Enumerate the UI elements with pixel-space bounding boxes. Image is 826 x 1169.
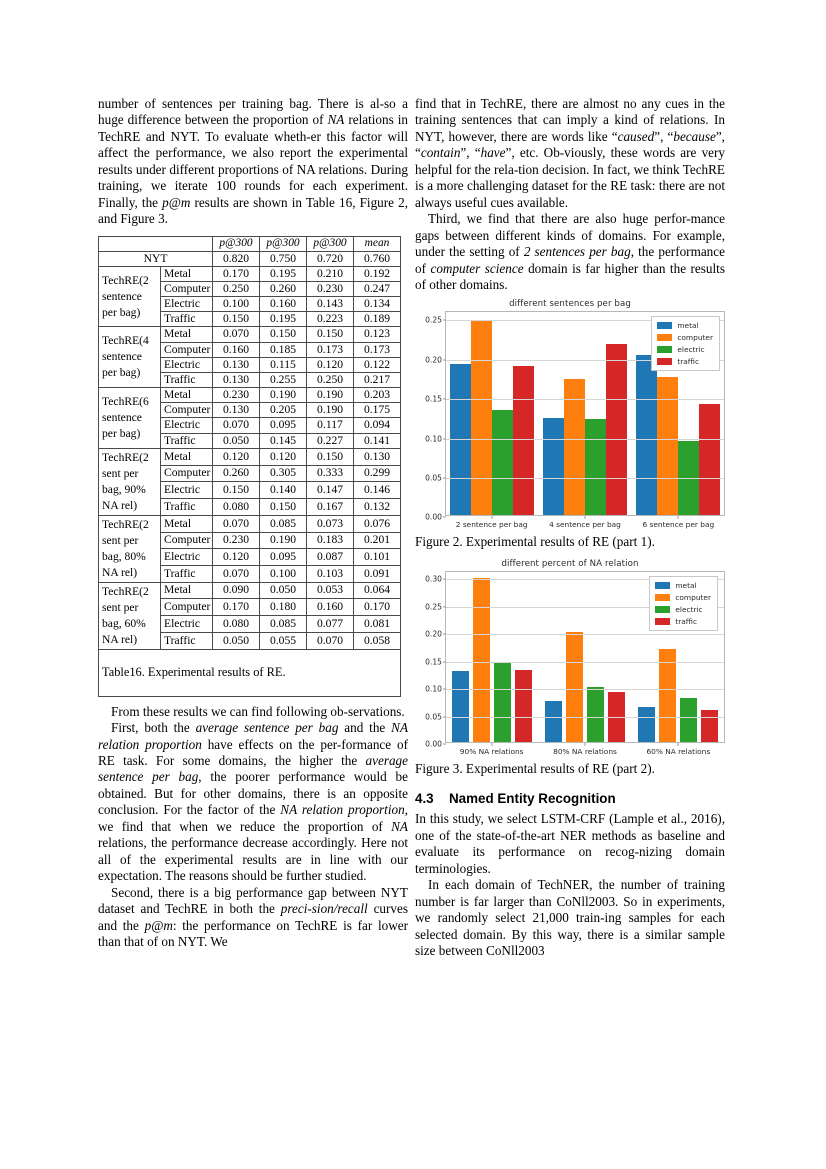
y-axis-tick-label: 0.25 bbox=[425, 602, 442, 612]
cell-value: 0.299 bbox=[354, 465, 401, 482]
legend-label: metal bbox=[675, 581, 697, 591]
row-group-label: TechRE(2 sent per bag, 90% NA rel) bbox=[99, 448, 161, 515]
gridline bbox=[446, 478, 724, 479]
bar-computer bbox=[659, 649, 676, 743]
bar-electric bbox=[587, 687, 604, 743]
x-axis-tick-mark bbox=[491, 516, 492, 519]
cell-value: 0.085 bbox=[260, 616, 307, 633]
cell-value: 0.145 bbox=[260, 433, 307, 448]
domain-label: Metal bbox=[161, 448, 213, 465]
cell-value: 0.095 bbox=[260, 549, 307, 566]
chart-different-sentences-per-bag bbox=[415, 299, 725, 529]
cell-value: 0.050 bbox=[213, 632, 260, 649]
cell-value: 0.230 bbox=[213, 388, 260, 403]
bar-metal bbox=[450, 364, 471, 515]
domain-label: Traffic bbox=[161, 372, 213, 387]
legend-label: traffic bbox=[675, 617, 698, 627]
cell-value: 0.227 bbox=[307, 433, 354, 448]
header-p300-1: p@300 bbox=[213, 236, 260, 251]
paragraph-techner-size: In each domain of TechNER, the number of training number is far larger than CoNll2003. So in experiments, we randomly select 21,000 train-ing samples for each selected domain. By this way, there is a similar sample size between CoNll2003 bbox=[415, 877, 725, 959]
cell-value: 0.130 bbox=[354, 448, 401, 465]
table-header-row bbox=[99, 236, 401, 251]
paragraph-observations: From these results we can find following ob-servations. bbox=[111, 703, 405, 719]
cell-value: 0.101 bbox=[354, 549, 401, 566]
table-footer bbox=[99, 649, 401, 696]
y-axis-tick-label: 0.05 bbox=[425, 712, 442, 722]
bar-computer bbox=[471, 321, 492, 516]
chart-title: different percent of NA relation bbox=[501, 559, 639, 570]
table-caption: Table16. Experimental results of RE. bbox=[99, 649, 401, 696]
cell-value: 0.255 bbox=[260, 372, 307, 387]
section-number: 4.3 bbox=[415, 791, 434, 807]
cell-value: 0.100 bbox=[260, 565, 307, 582]
domain-label: Electric bbox=[161, 616, 213, 633]
domain-label: Computer bbox=[161, 342, 213, 357]
legend-item-computer bbox=[655, 593, 711, 602]
table-row bbox=[99, 327, 401, 342]
cell-value: 0.305 bbox=[260, 465, 307, 482]
y-axis-tick-label: 0.20 bbox=[425, 629, 442, 639]
header-p300-2: p@300 bbox=[260, 236, 307, 251]
cell-value: 0.146 bbox=[354, 482, 401, 499]
legend-label: computer bbox=[677, 333, 713, 343]
cell-value: 0.167 bbox=[307, 499, 354, 516]
legend-item-metal bbox=[655, 581, 711, 590]
cell-value: 0.247 bbox=[354, 281, 401, 296]
cell-value: 0.134 bbox=[354, 297, 401, 312]
y-axis-tick-mark bbox=[443, 438, 446, 439]
y-axis-tick-mark bbox=[443, 634, 446, 635]
cell-value: 0.070 bbox=[307, 632, 354, 649]
cell-value: 0.180 bbox=[260, 599, 307, 616]
cell-value: 0.150 bbox=[307, 448, 354, 465]
x-axis-tick-label: 90% NA relations bbox=[445, 743, 538, 756]
x-axis-tick-mark bbox=[491, 743, 492, 746]
x-axis-tick-mark bbox=[678, 743, 679, 746]
bar-traffic bbox=[699, 404, 720, 515]
bar-metal bbox=[638, 707, 655, 742]
cell-value: 0.190 bbox=[307, 388, 354, 403]
bar-computer bbox=[657, 377, 678, 515]
legend-item-electric bbox=[655, 605, 711, 614]
paragraph-continuation: number of sentences per training bag. There is al-so a huge difference between the proportion of NA relations in TechRE and NYT. To evaluate wheth-er this factor will affect the performance, we also report the experimental results under different proportions of NA relations. During training, we iterate 100 rounds for each experiment. Finally, the p@m results are shown in Table 16, Figure 2, and Figure 3. bbox=[98, 96, 408, 227]
cell-value: 0.073 bbox=[307, 515, 354, 532]
legend-item-metal bbox=[657, 321, 713, 330]
header-p300-3: p@300 bbox=[307, 236, 354, 251]
cell-value: 0.189 bbox=[354, 312, 401, 327]
domain-label: Electric bbox=[161, 549, 213, 566]
cell-value: 0.070 bbox=[213, 418, 260, 433]
y-axis-tick-label: 0.20 bbox=[425, 355, 442, 365]
x-axis-labels bbox=[445, 516, 725, 529]
y-axis-tick-label: 0.15 bbox=[425, 657, 442, 667]
cell-value: 0.175 bbox=[354, 403, 401, 418]
domain-label: Traffic bbox=[161, 565, 213, 582]
cell-value: 0.077 bbox=[307, 616, 354, 633]
cell-value: 0.070 bbox=[213, 565, 260, 582]
cell-value: 0.076 bbox=[354, 515, 401, 532]
cell-value: 0.170 bbox=[213, 266, 260, 281]
cell-value: 0.122 bbox=[354, 357, 401, 372]
cell-value: 0.070 bbox=[213, 327, 260, 342]
gridline bbox=[446, 662, 724, 663]
bar-electric bbox=[585, 419, 606, 515]
cell-value: 0.150 bbox=[260, 327, 307, 342]
y-axis-tick-mark bbox=[443, 661, 446, 662]
cell-value: 0.050 bbox=[213, 433, 260, 448]
cell-value: 0.260 bbox=[213, 465, 260, 482]
legend-label: metal bbox=[677, 321, 699, 331]
cell-value: 0.064 bbox=[354, 582, 401, 599]
cell-value: 0.103 bbox=[307, 565, 354, 582]
bar-traffic bbox=[515, 670, 532, 743]
domain-label: Traffic bbox=[161, 499, 213, 516]
domain-label: Metal bbox=[161, 327, 213, 342]
cell-value: 0.720 bbox=[307, 251, 354, 266]
legend-label: traffic bbox=[677, 357, 700, 367]
y-axis-tick-mark bbox=[443, 359, 446, 360]
cell-value: 0.058 bbox=[354, 632, 401, 649]
table-row bbox=[99, 388, 401, 403]
legend-swatch bbox=[657, 322, 672, 329]
cell-value: 0.130 bbox=[213, 357, 260, 372]
cell-value: 0.094 bbox=[354, 418, 401, 433]
cell-value: 0.150 bbox=[213, 482, 260, 499]
legend-item-computer bbox=[657, 333, 713, 342]
table16-container bbox=[98, 236, 400, 697]
right-column bbox=[415, 96, 725, 960]
bar-computer bbox=[566, 632, 583, 743]
cell-value: 0.190 bbox=[307, 403, 354, 418]
gridline bbox=[446, 717, 724, 718]
y-axis-tick-mark bbox=[443, 399, 446, 400]
cell-value: 0.095 bbox=[260, 418, 307, 433]
cell-value: 0.217 bbox=[354, 372, 401, 387]
cell-value: 0.080 bbox=[213, 616, 260, 633]
cell-value: 0.195 bbox=[260, 312, 307, 327]
legend-swatch bbox=[655, 582, 670, 589]
cell-value: 0.081 bbox=[354, 616, 401, 633]
gridline bbox=[446, 689, 724, 690]
gridline bbox=[446, 439, 724, 440]
figure-2 bbox=[415, 299, 725, 550]
legend-swatch bbox=[657, 334, 672, 341]
domain-label: Metal bbox=[161, 515, 213, 532]
domain-label: Metal bbox=[161, 582, 213, 599]
legend-label: computer bbox=[675, 593, 711, 603]
cell-value: 0.087 bbox=[307, 549, 354, 566]
row-group-label: TechRE(4 sentence per bag) bbox=[99, 327, 161, 388]
experimental-results-table bbox=[98, 236, 401, 697]
cell-value: 0.170 bbox=[354, 599, 401, 616]
table-row-nyt bbox=[99, 251, 401, 266]
bar-electric bbox=[492, 410, 513, 516]
gridline bbox=[446, 399, 724, 400]
cell-value: 0.130 bbox=[213, 372, 260, 387]
bar-metal bbox=[545, 701, 562, 743]
x-axis-tick-mark bbox=[678, 516, 679, 519]
cell-value: 0.141 bbox=[354, 433, 401, 448]
y-axis-tick-mark bbox=[443, 689, 446, 690]
cell-value: 0.203 bbox=[354, 388, 401, 403]
header-blank bbox=[99, 236, 213, 251]
row-label-nyt: NYT bbox=[99, 251, 213, 266]
y-axis-tick-label: 0.25 bbox=[425, 315, 442, 325]
cell-value: 0.050 bbox=[260, 582, 307, 599]
cell-value: 0.223 bbox=[307, 312, 354, 327]
x-axis-tick-label: 80% NA relations bbox=[538, 743, 631, 756]
y-axis-tick-label: 0.05 bbox=[425, 473, 442, 483]
figure-3 bbox=[415, 559, 725, 777]
bar-group bbox=[539, 312, 632, 515]
y-axis-tick-label: 0.10 bbox=[425, 684, 442, 694]
x-axis-tick-label: 6 sentence per bag bbox=[632, 516, 725, 529]
cell-value: 0.150 bbox=[260, 499, 307, 516]
cell-value: 0.080 bbox=[213, 499, 260, 516]
y-axis-tick-label: 0.15 bbox=[425, 394, 442, 404]
legend-swatch bbox=[657, 346, 672, 353]
x-axis-tick-label: 60% NA relations bbox=[632, 743, 725, 756]
bar-electric bbox=[680, 698, 697, 743]
domain-label: Computer bbox=[161, 532, 213, 549]
section-heading-ner bbox=[415, 791, 725, 806]
cell-value: 0.160 bbox=[307, 599, 354, 616]
legend-label: electric bbox=[675, 605, 703, 615]
cell-value: 0.090 bbox=[213, 582, 260, 599]
section-title: Named Entity Recognition bbox=[449, 791, 616, 807]
legend-swatch bbox=[655, 618, 670, 625]
cell-value: 0.160 bbox=[213, 342, 260, 357]
y-axis-tick-mark bbox=[443, 579, 446, 580]
cell-value: 0.091 bbox=[354, 565, 401, 582]
legend-item-traffic bbox=[657, 357, 713, 366]
cell-value: 0.192 bbox=[354, 266, 401, 281]
cell-value: 0.160 bbox=[260, 297, 307, 312]
y-axis-tick-mark bbox=[443, 478, 446, 479]
cell-value: 0.170 bbox=[213, 599, 260, 616]
chart-legend bbox=[649, 576, 718, 631]
cell-value: 0.210 bbox=[307, 266, 354, 281]
row-group-label: TechRE(2 sent per bag, 60% NA rel) bbox=[99, 582, 161, 649]
left-column bbox=[98, 96, 408, 950]
x-axis-tick-label: 4 sentence per bag bbox=[538, 516, 631, 529]
paragraph-cues: find that in TechRE, there are almost no any cues in the training sentences that can imply a kind of relations. In NYT, however, there are words like “caused”, “because”, “contain”, “have”, etc. Ob-viously, these words are very helpful for the rela-tion decision. In fact, we think TechRE is a more challenging dataset for the RE task: there are not always useful cues available. bbox=[415, 96, 725, 210]
figure-3-caption: Figure 3. Experimental results of RE (part 2). bbox=[415, 761, 655, 777]
cell-value: 0.123 bbox=[354, 327, 401, 342]
chart-different-percent-na-relation bbox=[415, 559, 725, 756]
cell-value: 0.750 bbox=[260, 251, 307, 266]
gridline bbox=[446, 634, 724, 635]
figure-2-caption: Figure 2. Experimental results of RE (part 1). bbox=[415, 534, 655, 550]
domain-label: Electric bbox=[161, 418, 213, 433]
bar-traffic bbox=[606, 344, 627, 515]
table-caption-row bbox=[99, 649, 401, 696]
cell-value: 0.120 bbox=[260, 448, 307, 465]
domain-label: Metal bbox=[161, 388, 213, 403]
cell-value: 0.143 bbox=[307, 297, 354, 312]
cell-value: 0.120 bbox=[307, 357, 354, 372]
cell-value: 0.190 bbox=[260, 388, 307, 403]
y-axis-tick-mark bbox=[443, 716, 446, 717]
x-axis-labels bbox=[445, 743, 725, 756]
cell-value: 0.760 bbox=[354, 251, 401, 266]
cell-value: 0.183 bbox=[307, 532, 354, 549]
domain-label: Traffic bbox=[161, 312, 213, 327]
row-group-label: TechRE(2 sent per bag, 80% NA rel) bbox=[99, 515, 161, 582]
legend-swatch bbox=[657, 358, 672, 365]
y-axis-tick-mark bbox=[443, 320, 446, 321]
cell-value: 0.120 bbox=[213, 549, 260, 566]
domain-label: Electric bbox=[161, 297, 213, 312]
cell-value: 0.147 bbox=[307, 482, 354, 499]
cell-value: 0.132 bbox=[354, 499, 401, 516]
legend-swatch bbox=[655, 594, 670, 601]
paragraph-second-finding: Second, there is a big performance gap between NYT dataset and TechRE in both the preci-sion/recall curves and the p@m: the performance on TechRE is far lower than that of on NYT. We bbox=[98, 884, 408, 949]
cell-value: 0.150 bbox=[307, 327, 354, 342]
cell-value: 0.140 bbox=[260, 482, 307, 499]
y-axis-tick-label: 0.00 bbox=[425, 512, 442, 522]
table-body bbox=[99, 251, 401, 649]
cell-value: 0.085 bbox=[260, 515, 307, 532]
cell-value: 0.185 bbox=[260, 342, 307, 357]
cell-value: 0.055 bbox=[260, 632, 307, 649]
bar-traffic bbox=[513, 366, 534, 515]
domain-label: Metal bbox=[161, 266, 213, 281]
cell-value: 0.173 bbox=[307, 342, 354, 357]
cell-value: 0.201 bbox=[354, 532, 401, 549]
bar-traffic bbox=[701, 710, 718, 742]
domain-label: Electric bbox=[161, 482, 213, 499]
cell-value: 0.230 bbox=[213, 532, 260, 549]
chart-legend bbox=[651, 316, 720, 371]
cell-value: 0.120 bbox=[213, 448, 260, 465]
x-axis-tick-mark bbox=[584, 743, 585, 746]
cell-value: 0.100 bbox=[213, 297, 260, 312]
domain-label: Traffic bbox=[161, 632, 213, 649]
cell-value: 0.115 bbox=[260, 357, 307, 372]
table-row bbox=[99, 582, 401, 599]
cell-value: 0.173 bbox=[354, 342, 401, 357]
cell-value: 0.150 bbox=[213, 312, 260, 327]
bar-electric bbox=[494, 662, 511, 742]
bar-group bbox=[446, 312, 539, 515]
bar-metal bbox=[543, 418, 564, 515]
table-row bbox=[99, 266, 401, 281]
table-row bbox=[99, 515, 401, 532]
cell-value: 0.070 bbox=[213, 515, 260, 532]
cell-value: 0.205 bbox=[260, 403, 307, 418]
domain-label: Traffic bbox=[161, 433, 213, 448]
domain-label: Computer bbox=[161, 465, 213, 482]
cell-value: 0.250 bbox=[213, 281, 260, 296]
cell-value: 0.053 bbox=[307, 582, 354, 599]
cell-value: 0.260 bbox=[260, 281, 307, 296]
cell-value: 0.117 bbox=[307, 418, 354, 433]
y-axis-tick-label: 0.10 bbox=[425, 434, 442, 444]
y-axis-tick-mark bbox=[443, 606, 446, 607]
y-axis-tick-label: 0.00 bbox=[425, 739, 442, 749]
paragraph-lstm-crf: In this study, we select LSTM-CRF (Lample et al., 2016), one of the state-of-the-art NER methods as baseline and evaluate its performance on recog-nizing domain terminologies. bbox=[415, 811, 725, 876]
domain-label: Computer bbox=[161, 403, 213, 418]
cell-value: 0.820 bbox=[213, 251, 260, 266]
legend-swatch bbox=[655, 606, 670, 613]
cell-value: 0.190 bbox=[260, 532, 307, 549]
cell-value: 0.333 bbox=[307, 465, 354, 482]
cell-value: 0.130 bbox=[213, 403, 260, 418]
x-axis-tick-label: 2 sentence per bag bbox=[445, 516, 538, 529]
y-axis-tick-label: 0.30 bbox=[425, 574, 442, 584]
paragraph-first-finding: First, both the average sentence per bag and the NA relation proportion have effects on the per-formance of RE task. For some domains, the higher the average sentence per bag, the poorer performance would be obtained. But for other domains, there is an opposite conclusion. For the factor of the NA relation proportion, we find that when we reduce the proportion of NA relations, the performance decrease accordingly. Here not all of the experimental results are in line with our expectation. The reasons should be further studied. bbox=[98, 720, 409, 884]
row-group-label: TechRE(6 sentence per bag) bbox=[99, 388, 161, 449]
cell-value: 0.250 bbox=[307, 372, 354, 387]
plot-area bbox=[425, 311, 725, 522]
table-row bbox=[99, 448, 401, 465]
plot-area bbox=[425, 571, 725, 749]
cell-value: 0.195 bbox=[260, 266, 307, 281]
chart-title: different sentences per bag bbox=[509, 299, 631, 310]
legend-item-traffic bbox=[655, 617, 711, 626]
header-mean: mean bbox=[354, 236, 401, 251]
bar-metal bbox=[636, 355, 657, 515]
cell-value: 0.230 bbox=[307, 281, 354, 296]
legend-item-electric bbox=[657, 345, 713, 354]
x-axis-tick-mark bbox=[584, 516, 585, 519]
domain-label: Computer bbox=[161, 281, 213, 296]
row-group-label: TechRE(2 sentence per bag) bbox=[99, 266, 161, 327]
domain-label: Electric bbox=[161, 357, 213, 372]
bar-metal bbox=[452, 671, 469, 743]
domain-label: Computer bbox=[161, 599, 213, 616]
paragraph-third-finding: Third, we find that there are also huge perfor-mance gaps between different kinds of domains. For example, under the setting of 2 sentences per bag, the performance of computer science domain is far higher than the results of other domains. bbox=[415, 211, 725, 292]
legend-label: electric bbox=[677, 345, 705, 355]
